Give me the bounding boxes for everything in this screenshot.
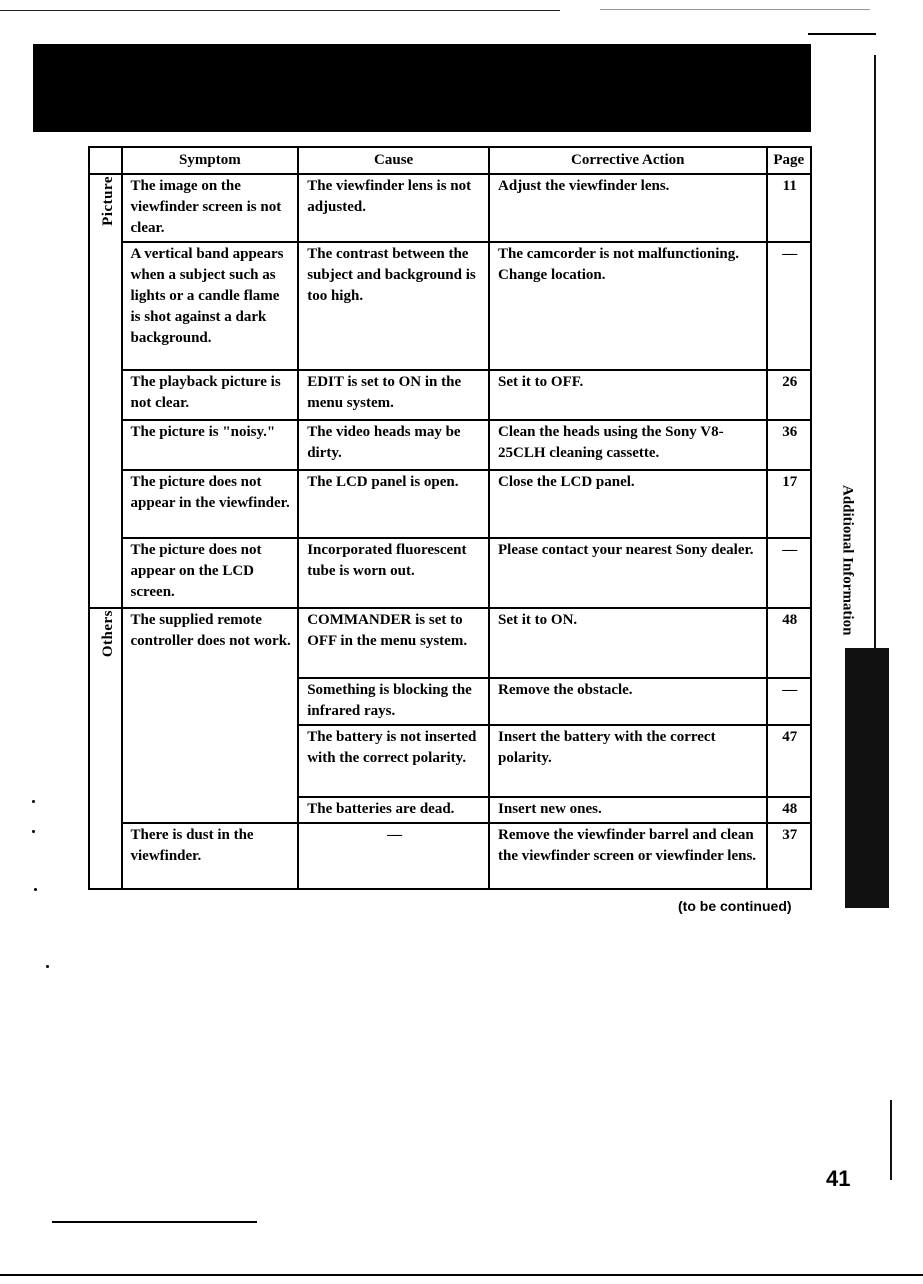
section-picture — [89, 174, 122, 608]
page-cell: 48 — [767, 608, 811, 678]
action-cell: Remove the obstacle. — [489, 678, 767, 725]
right-margin-line — [874, 55, 876, 655]
symptom-cell: There is dust in the viewfinder. — [122, 823, 299, 889]
table-row — [89, 242, 811, 370]
header-action: Corrective Action — [489, 147, 767, 174]
cause-cell: Something is blocking the infrared rays. — [298, 678, 489, 725]
symptom-cell: The picture is "noisy." — [122, 420, 299, 470]
page-cell: 11 — [767, 174, 811, 242]
action-cell: Set it to ON. — [489, 608, 767, 678]
header-band — [33, 44, 811, 132]
symptom-cell: The picture does not appear on the LCD screen. — [122, 538, 299, 608]
bottom-rule — [52, 1221, 257, 1223]
cause-cell: — — [298, 823, 489, 889]
side-section-label — [832, 470, 862, 650]
action-cell: Close the LCD panel. — [489, 470, 767, 538]
cause-cell: The battery is not inserted with the correct polarity. — [298, 725, 489, 797]
section-others — [89, 608, 122, 889]
action-cell: Please contact your nearest Sony dealer. — [489, 538, 767, 608]
scan-speck — [34, 888, 37, 891]
header-page: Page — [767, 147, 811, 174]
section-tab-marker — [845, 648, 889, 908]
top-rule-faint — [600, 9, 870, 10]
scan-speck — [46, 965, 49, 968]
table-row — [89, 370, 811, 420]
page-cell: 17 — [767, 470, 811, 538]
symptom-cell: The image on the viewfinder screen is not clear. — [122, 174, 299, 242]
section-label-others: Others — [100, 610, 116, 658]
table-row — [89, 420, 811, 470]
scan-speck — [32, 830, 35, 833]
action-cell: Set it to OFF. — [489, 370, 767, 420]
table-header-row — [89, 147, 811, 174]
page-cell: — — [767, 538, 811, 608]
continued-note: (to be continued) — [678, 898, 792, 914]
action-cell: The camcorder is not malfunctioning. Change location. — [489, 242, 767, 370]
header-symptom: Symptom — [122, 147, 299, 174]
cause-cell: The viewfinder lens is not adjusted. — [298, 174, 489, 242]
page-cell: — — [767, 242, 811, 370]
header-cause: Cause — [298, 147, 489, 174]
right-margin-line-lower — [890, 1100, 892, 1180]
action-cell: Clean the heads using the Sony V8-25CLH cleaning cassette. — [489, 420, 767, 470]
header-blank — [89, 147, 122, 174]
page-number: 41 — [826, 1166, 851, 1191]
symptom-cell: A vertical band appears when a subject such as lights or a candle flame is shot against a dark background. — [122, 242, 299, 370]
symptom-cell: The picture does not appear in the viewfinder. — [122, 470, 299, 538]
symptom-cell: The playback picture is not clear. — [122, 370, 299, 420]
symptom-cell: The supplied remote controller does not work. — [122, 608, 299, 823]
page-cell: 37 — [767, 823, 811, 889]
troubleshooting-table — [88, 146, 812, 890]
cause-cell: Incorporated fluorescent tube is worn out. — [298, 538, 489, 608]
cause-cell: The LCD panel is open. — [298, 470, 489, 538]
action-cell: Adjust the viewfinder lens. — [489, 174, 767, 242]
table-row — [89, 174, 811, 242]
cause-cell: The video heads may be dirty. — [298, 420, 489, 470]
table-row — [89, 470, 811, 538]
header-cap-rule — [808, 33, 876, 35]
cause-cell: COMMANDER is set to OFF in the menu system. — [298, 608, 489, 678]
page-cell: 36 — [767, 420, 811, 470]
page-cell: 48 — [767, 797, 811, 823]
cause-cell: EDIT is set to ON in the menu system. — [298, 370, 489, 420]
page-cell: 47 — [767, 725, 811, 797]
page-cell: 26 — [767, 370, 811, 420]
page-cell: — — [767, 678, 811, 725]
scan-speck — [32, 800, 35, 803]
table-row — [89, 538, 811, 608]
top-rule — [0, 10, 560, 11]
table-row — [89, 608, 811, 678]
table-row — [89, 823, 811, 889]
bottom-edge-rule — [0, 1274, 923, 1276]
action-cell: Insert the battery with the correct polarity. — [489, 725, 767, 797]
action-cell: Insert new ones. — [489, 797, 767, 823]
action-cell: Remove the viewfinder barrel and clean the viewfinder screen or viewfinder lens. — [489, 823, 767, 889]
side-section-text: Additional Information — [839, 484, 856, 636]
cause-cell: The contrast between the subject and background is too high. — [298, 242, 489, 370]
cause-cell: The batteries are dead. — [298, 797, 489, 823]
section-label-picture: Picture — [100, 176, 116, 226]
